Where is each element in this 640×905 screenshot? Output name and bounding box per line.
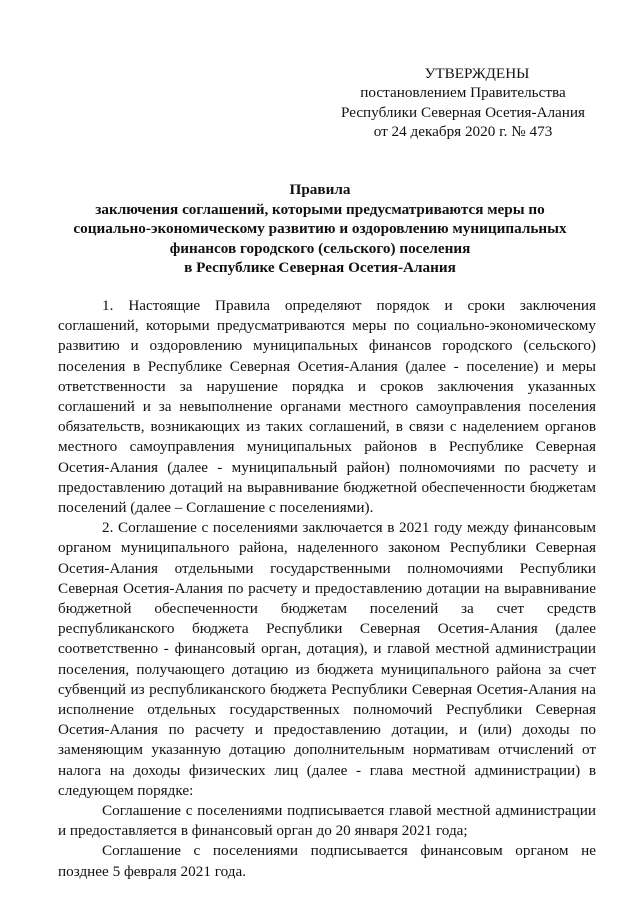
approval-line-1: постановлением Правительства — [360, 84, 566, 102]
paragraph-4: Соглашение с поселениями подписывается финансовым органом не позднее 5 февраля 2021 года. — [58, 842, 596, 880]
approval-line-2: Республики Северная Осетия-Алания — [340, 103, 586, 121]
title-line-5: в Республике Северная Осетия-Алания — [184, 259, 456, 277]
title-line-3: социально-экономическому развитию и оздоровлению муниципальных — [73, 220, 567, 238]
paragraph-1: 1. Настоящие Правила определяют порядок и сроки заключения соглашений, которыми предусматриваются меры по социально-экономическому развитию и оздоровлению муниципальных финансов городского (сельского) поселения в Республике Северная Осетия-Алания (далее - поселение) и меры ответственности за нарушение порядка и сроков заключения указанных соглашений и за невыполнение органами местного самоуправления поселения обязательств, возникающих из таких соглашений, в связи с наделением органов местного самоуправления муниципальных районов в Республике Северная Осетия-Алания (далее - муниципальный район) полномочиями по расчету и предоставлению дотаций на выравнивание бюджетной обеспеченности бюджетам поселений (далее – Соглашение с поселениями). — [58, 297, 596, 517]
approval-heading: УТВЕРЖДЕНЫ — [424, 65, 530, 82]
document-title — [60, 180, 580, 278]
title-line-2: заключения соглашений, которыми предусматриваются меры по — [95, 200, 545, 218]
approval-line-3: от 24 декабря 2020 г. № 473 — [373, 123, 553, 141]
approval-stamp — [330, 64, 596, 142]
paragraph-2: 2. Соглашение с поселениями заключается в 2021 году между финансовым органом муниципального района, наделенного законом Республики Северная Осетия-Алания отдельными государственными полномочиями Республики Северная Осетия-Алания по расчету и предоставлению дотации на выравнивание бюджетной обеспеченности бюджетам поселений за счет средств республиканского бюджета Республики Северная Осетия-Алания (далее соответственно - финансовый орган, дотация), и главой местной администрации поселения, получающего дотацию из бюджета муниципального района за счет субвенций из республиканского бюджета Республики Северная Осетия-Алания на исполнение отдельных государственных полномочий Республики Северная Осетия-Алания по расчету и предоставлению дотации, и (или) доходы по заменяющим указанную дотацию дополнительным нормативам отчислений от налога на доходы физических лиц (далее - глава местной администрации) в следующем порядке: — [58, 519, 596, 799]
document-body — [58, 296, 596, 882]
title-line-4: финансов городского (сельского) поселения — [169, 239, 471, 257]
paragraph-3: Соглашение с поселениями подписывается главой местной администрации и предоставляется в финансовый орган до 20 января 2021 года; — [58, 802, 596, 840]
title-line-1: Правила — [289, 181, 351, 198]
